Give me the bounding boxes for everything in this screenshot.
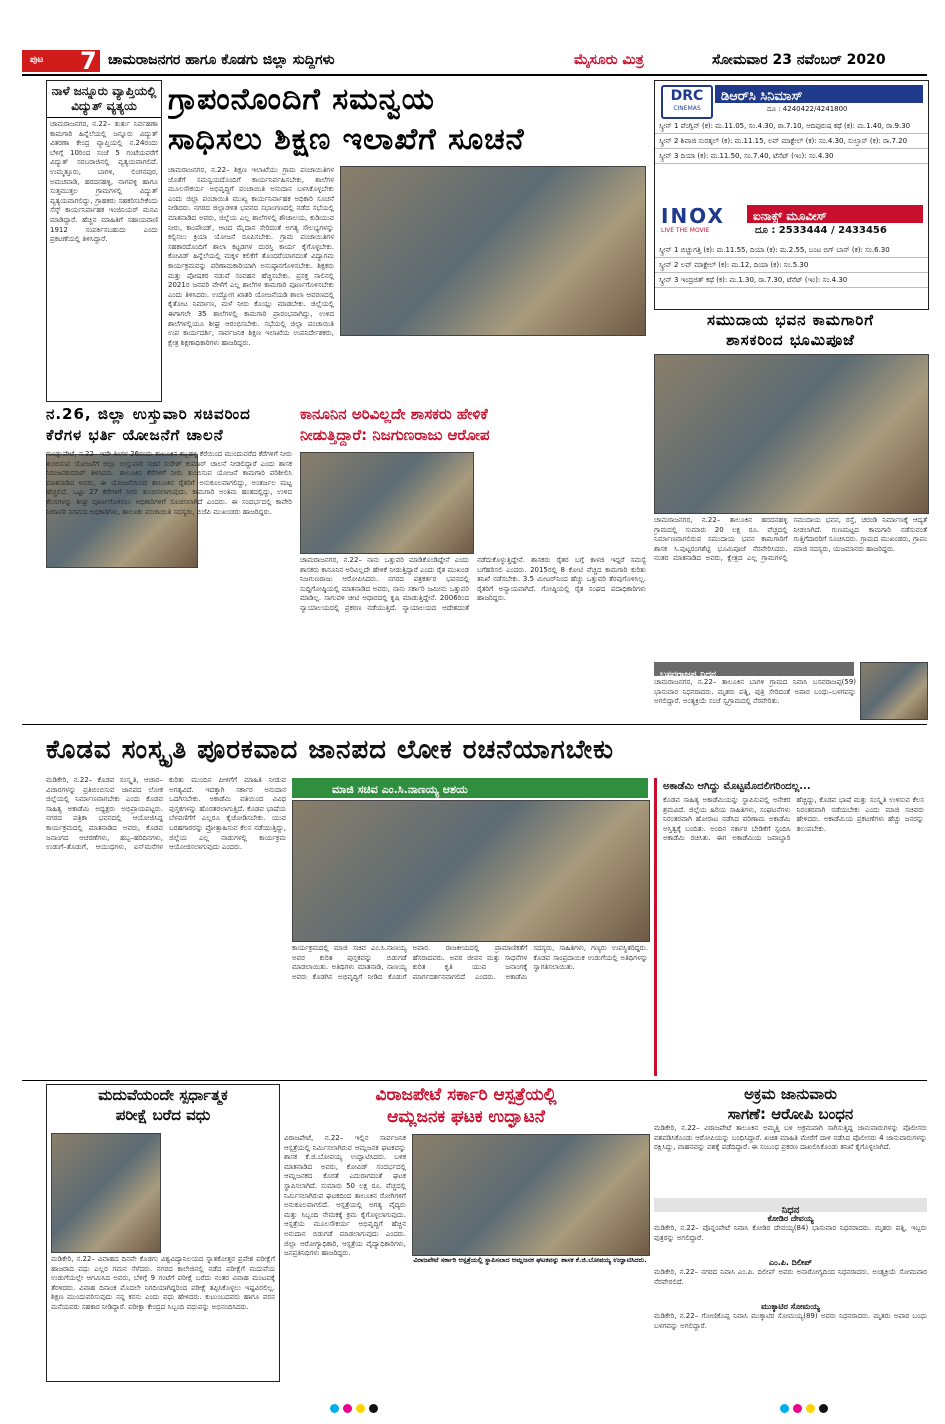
- inox-logo: [661, 205, 741, 239]
- lead-story: [168, 80, 646, 400]
- drc-screen-2: ಸ್ಕ್ರೀನ್ 2 ಶಿವಾಜಿ ಸುರತ್ಕಲ್ (ಕ): ಮ.11.15, ಲವ್ ಮಾಕ್ಟೇಲ್ (ಕ): ಸಂ.4.30, ಸುಲ್ತಾನ್ (ಕ): ರಾ.7.20: [655, 134, 928, 149]
- akademi-box: [654, 778, 930, 1076]
- inox-title: ಐನಾಕ್ಸ್ ಮೂವೀಸ್: [753, 209, 827, 223]
- lead-headline-2: ಸಾಧಿಸಲು ಶಿಕ್ಷಣ ಇಲಾಖೆಗೆ ಸೂಚನೆ: [168, 122, 525, 157]
- kere-headline-2: ಕೆರೆಗಳ ಭರ್ತಿ ಯೋಜನೆಗೆ ಚಾಲನೆ: [46, 426, 224, 444]
- bride-story: [46, 1084, 280, 1382]
- dot-magenta: [343, 1404, 352, 1413]
- inox-logo-text: INOX: [661, 204, 725, 228]
- bhoomi-body: ಚಾಮರಾಜನಗರ, ನ.22– ತಾಲೂಕಿನ ಹರದನಹಳ್ಳಿ ಗ್ರಾಮದಲ್ಲಿ ಸುಮಾರು 20 ಲಕ್ಷ ರೂ. ವೆಚ್ಚದಲ್ಲಿ ನಿರ್ಮಾಣವಾಗಲಿರುವ ಸಮುದಾಯ ಭವನ ಕಾಮಗಾರಿಗೆ ಶಾಸಕ ಸಿ.ಪುಟ್ಟರಂಗಶೆಟ್ಟಿ ಭೂಮಿಪೂಜೆ ನೆರವೇರಿಸಿದರು. ನಂತರ ಮಾತನಾಡಿದ ಅವರು, ಕ್ಷೇತ್ರದ ಎಲ್ಲ ಗ್ರಾಮಗಳಲ್ಲಿ ಸಮುದಾಯ ಭವನ, ರಸ್ತೆ, ಚರಂಡಿ ನಿರ್ಮಾಣಕ್ಕೆ ಆದ್ಯತೆ ನೀಡಲಾಗಿದೆ. ಗುಣಮಟ್ಟದ ಕಾಮಗಾರಿ ನಡೆಸುವಂತೆ ಗುತ್ತಿಗೆದಾರರಿಗೆ ಸೂಚಿಸಿದರು. ಗ್ರಾಮದ ಮುಖಂಡರು, ಗ್ರಾಪಂ ಮಾಜಿ ಸದಸ್ಯರು, ಯಜಮಾನರು ಹಾಜರಿದ್ದರು.: [654, 516, 927, 563]
- kodava-body-left: ಮಡಿಕೇರಿ, ನ.22– ಕೊಡವ ಸಂಸ್ಕೃತಿ, ಆಚಾರ–ವಿಚಾರಗಳನ್ನು ಪ್ರತಿಬಿಂಬಿಸುವ ಜಾನಪದ ಲೋಕ ಜಿಲ್ಲೆಯಲ್ಲಿ ನಿರ್ಮಾಣವಾಗಬೇಕು ಎಂದು ಕೊಡವ ಸಾಹಿತ್ಯ ಅಕಾಡೆಮಿ ಅಧ್ಯಕ್ಷರು ಅಭಿಪ್ರಾಯಪಟ್ಟರು. ನಗರದ ಪತ್ರಿಕಾ ಭವನದಲ್ಲಿ ಆಯೋಜಿಸಿದ್ದ ಕಾರ್ಯಕ್ರಮದಲ್ಲಿ ಮಾತನಾಡಿದ ಅವರು, ಕೊಡವ ಜನಾಂಗದ ಆಚರಣೆಗಳು, ಹಬ್ಬ–ಹರಿದಿನಗಳು, ಉಡುಗೆ–ತೊಡುಗೆ, ಆಯುಧಗಳು, ಐನ್‌ಮನೆಗಳ ಕುರಿತು ಮುಂದಿನ ಪೀಳಿಗೆಗೆ ಮಾಹಿತಿ ನೀಡುವ ಅಗತ್ಯವಿದೆ. ಇದಕ್ಕಾಗಿ ಸರ್ಕಾರ ಅನುದಾನ ಒದಗಿಸಬೇಕು. ಅಕಾಡೆಮಿ ವತಿಯಿಂದ ವಿವಿಧ ಪುಸ್ತಕಗಳನ್ನು ಹೊರತರಲಾಗುತ್ತಿದೆ. ಕೊಡವ ಭಾಷೆಯ ಬೆಳವಣಿಗೆಗೆ ಎಲ್ಲರೂ ಕೈಜೋಡಿಸಬೇಕು. ಯುವ ಬರಹಗಾರರನ್ನು ಪ್ರೋತ್ಸಾಹಿಸುವ ಕೆಲಸ ನಡೆಯುತ್ತಿದ್ದು, ಜಿಲ್ಲೆಯ ಎಲ್ಲ ನಾಡುಗಳಲ್ಲಿ ಕಾರ್ಯಕ್ರಮ ಆಯೋಜಿಸಲಾಗುವುದು ಎಂದರು.: [46, 776, 286, 852]
- inox-screen-2: ಸ್ಕ್ರೀನ್ 2 ಲವ್ ಮಾಕ್ಟೇಲ್ (ಕ): ಮ.12, ದಿಯಾ (ಕ): ಸಂ.5.30: [655, 258, 928, 273]
- akademi-body: ಕೊಡವ ಸಾಹಿತ್ಯ ಅಕಾಡೆಮಿಯನ್ನು ಸ್ಥಾಪಿಸುವಲ್ಲಿ ಅನೇಕರ ಶ್ರಮವಿದೆ. ಜಿಲ್ಲೆಯ ಹಿರಿಯ ಸಾಹಿತಿಗಳು, ಸಂಘಟನೆಗಳು ನಿರಂತರವಾಗಿ ಹೋರಾಟ ನಡೆಸಿದ ಪರಿಣಾಮ ಅಕಾಡೆಮಿ ಅಸ್ತಿತ್ವಕ್ಕೆ ಬಂದಿತು. ಅಂದಿನ ಸರ್ಕಾರ ಬೇಡಿಕೆಗೆ ಸ್ಪಂದಿಸಿ ಅಕಾಡೆಮಿ ರಚಿಸಿತು. ಈಗ ಅಕಾಡೆಮಿಯ ಜವಾಬ್ದಾರಿ ಹೆಚ್ಚಿದ್ದು, ಕೊಡವ ಭಾಷೆ ಮತ್ತು ಸಂಸ್ಕೃತಿ ಉಳಿಸುವ ಕೆಲಸ ನಿರಂತರವಾಗಿ ನಡೆಯಬೇಕು ಎಂದು ಮಾಜಿ ಸಚಿವರು ಹೇಳಿದರು. ಅಕಾಡೆಮಿಯ ಪ್ರಕಟಣೆಗಳು ಹೆಚ್ಚು ಜನರನ್ನು ತಲುಪಬೇಕು.: [663, 796, 924, 843]
- kere-story: [46, 404, 292, 720]
- oxygen-body: ವಿರಾಜಪೇಟೆ, ನ.22– ಇಲ್ಲಿನ ಸಾರ್ವಜನಿಕ ಆಸ್ಪತ್ರೆಯಲ್ಲಿ ನಿರ್ಮಿಸಲಾಗಿರುವ ಆಮ್ಲಜನಕ ಘಟಕವನ್ನು ಶಾಸಕ ಕೆ.ಜಿ.ಬೋಪಯ್ಯ ಉದ್ಘಾಟಿಸಿದರು. ಬಳಿಕ ಮಾತನಾಡಿದ ಅವರು, ಕೋವಿಡ್ ಸಂದರ್ಭದಲ್ಲಿ ಆಮ್ಲಜನಕದ ಕೊರತೆ ಎದುರಾಗದಂತೆ ಘಟಕ ಸ್ಥಾಪಿಸಲಾಗಿದೆ. ಸುಮಾರು 50 ಲಕ್ಷ ರೂ. ವೆಚ್ಚದಲ್ಲಿ ನಿರ್ಮಿಸಲಾಗಿರುವ ಘಟಕದಿಂದ ತಾಲೂಕಿನ ರೋಗಿಗಳಿಗೆ ಅನುಕೂಲವಾಗಲಿದೆ. ಆಸ್ಪತ್ರೆಯಲ್ಲಿ ಅಗತ್ಯ ವೈದ್ಯರು ಮತ್ತು ಸಿಬ್ಬಂದಿ ನೇಮಕಕ್ಕೆ ಕ್ರಮ ಕೈಗೊಳ್ಳಲಾಗುವುದು. ಆಸ್ಪತ್ರೆಯ ಮೂಲಸೌಕರ್ಯ ಅಭಿವೃದ್ಧಿಗೆ ಹೆಚ್ಚಿನ ಅನುದಾನ ಬಿಡುಗಡೆ ಮಾಡಲಾಗುವುದು ಎಂದರು. ಜಿಲ್ಲಾ ಆರೋಗ್ಯಾಧಿಕಾರಿ, ಆಸ್ಪತ್ರೆಯ ವೈದ್ಯಾಧಿಕಾರಿಗಳು, ಜನಪ್ರತಿನಿಧಿಗಳು ಹಾಜರಿದ್ದರು.: [284, 1134, 406, 1258]
- oxygen-caption: ವಿರಾಜಪೇಟೆ ಸರ್ಕಾರಿ ಆಸ್ಪತ್ರೆಯಲ್ಲಿ ಸ್ಥಾಪಿಸಲಾದ ಆಮ್ಲಜನಕ ಘಟಕವನ್ನು ಶಾಸಕ ಕೆ.ಜಿ.ಬೋಪಯ್ಯ ಉದ್ಘಾಟಿಸಿದರು.: [413, 1256, 647, 1264]
- oxygen-headline-1: ವಿರಾಜಪೇಟೆ ಸರ್ಕಾರಿ ಆಸ್ಪತ್ರೆಯಲ್ಲಿ: [375, 1085, 557, 1105]
- dot-black: [369, 1404, 378, 1413]
- drc-screen-1: ಸ್ಕ್ರೀನ್ 1 ಪೆಂಗ್ವಿನ್ (ಕ): ಮ.11.05, ಸಂ.4.30, ರಾ.7.10, ಆದಿಪುರುಷ ಕಥೆ (ಕ): ಮ.1.40, ರಾ.9.30: [655, 119, 928, 134]
- inox-phone: ದೂ : 2533444 / 2433456: [755, 225, 887, 236]
- dot-cyan: [330, 1404, 339, 1413]
- bride-photo: [51, 1133, 161, 1253]
- inox-listing: [655, 243, 928, 288]
- oxygen-story: [284, 1084, 648, 1380]
- lead-body: ಚಾಮರಾಜನಗರ, ನ.22– ಶಿಕ್ಷಣ ಇಲಾಖೆಯು ಗ್ರಾಮ ಪಂಚಾಯಿತಿಗಳ ಜೊತೆಗೆ ಸಮನ್ವಯದೊಂದಿಗೆ ಕಾರ್ಯನಿರ್ವಹಿಸಬೇಕು, ಶಾಲೆಗಳ ಮೂಲಸೌಕರ್ಯ ಅಭಿವೃದ್ಧಿಗೆ ಪಂಚಾಯಿತಿ ಅನುದಾನ ಬಳಸಿಕೊಳ್ಳಬೇಕು ಎಂದು ಜಿಲ್ಲಾ ಪಂಚಾಯಿತಿ ಮುಖ್ಯ ಕಾರ್ಯನಿರ್ವಾಹಕ ಅಧಿಕಾರಿ ಸೂಚನೆ ನೀಡಿದರು. ನಗರದ ಜಿಲ್ಲಾಡಳಿತ ಭವನದ ಸಭಾಂಗಣದಲ್ಲಿ ನಡೆದ ಸಭೆಯಲ್ಲಿ ಮಾತನಾಡಿದ ಅವರು, ಜಿಲ್ಲೆಯ ಎಲ್ಲ ಶಾಲೆಗಳಲ್ಲಿ ಶೌಚಾಲಯ, ಕುಡಿಯುವ ನೀರು, ಕಾಂಪೌಂಡ್, ಆಟದ ಮೈದಾನ ಸೇರಿದಂತೆ ಅಗತ್ಯ ಸೌಲಭ್ಯಗಳನ್ನು ಕಲ್ಪಿಸಲು ಕ್ರಿಯಾ ಯೋಜನೆ ರೂಪಿಸಬೇಕು. ಗ್ರಾಮ ಪಂಚಾಯಿತಿಗಳ ಸಹಕಾರದೊಂದಿಗೆ ಶಾಲಾ ಕಟ್ಟಡಗಳ ದುರಸ್ತಿ ಕಾರ್ಯ ಕೈಗೊಳ್ಳಬೇಕು. ಕೋವಿಡ್ ಹಿನ್ನೆಲೆಯಲ್ಲಿ ಮಕ್ಕಳ ಕಲಿಕೆಗೆ ತೊಂದರೆಯಾಗದಂತೆ ವಿದ್ಯಾಗಮ ಕಾರ್ಯಕ್ರಮವನ್ನು ಪರಿಣಾಮಕಾರಿಯಾಗಿ ಅನುಷ್ಠಾನಗೊಳಿಸಬೇಕು. ಶಿಕ್ಷಕರು ಮತ್ತು ಪೋಷಕರ ನಡುವೆ ಸಂವಹನ ಹೆಚ್ಚಿಸಬೇಕು. ಪ್ರಸಕ್ತ ಸಾಲಿನಲ್ಲಿ 2021ರ ಜನವರಿ ವೇಳೆಗೆ ಎಲ್ಲ ಶಾಲೆಗಳ ಕಾಮಗಾರಿ ಪೂರ್ಣಗೊಳಿಸಬೇಕು ಎಂದು ತಿಳಿಸಿದರು. ಉದ್ಯೋಗ ಖಾತರಿ ಯೋಜನೆಯಡಿ ಶಾಲಾ ಆವರಣದಲ್ಲಿ ಕೈತೋಟ ನಿರ್ಮಾಣ, ಮಳೆ ನೀರು ಕೊಯ್ಲು ಮಾಡಬೇಕು. ಜಿಲ್ಲೆಯಲ್ಲಿ ಈಗಾಗಲೇ 35 ಶಾಲೆಗಳಲ್ಲಿ ಕಾಮಗಾರಿ ಪ್ರಾರಂಭವಾಗಿದ್ದು, ಉಳಿದ ಶಾಲೆಗಳಲ್ಲಿಯೂ ಶೀಘ್ರ ಆರಂಭಿಸಬೇಕು. ಸಭೆಯಲ್ಲಿ ಜಿಲ್ಲಾ ಪಂಚಾಯಿತಿ ಉಪ ಕಾರ್ಯದರ್ಶಿ, ಸಾರ್ವಜನಿಕ ಶಿಕ್ಷಣ ಇಲಾಖೆಯ ಉಪನಿರ್ದೇಶಕರು, ಕ್ಷೇತ್ರ ಶಿಕ್ಷಣಾಧಿಕಾರಿಗಳು ಹಾಜರಿದ್ದರು.: [168, 166, 334, 347]
- lead-body-cont: [340, 338, 644, 400]
- deaths-box: [654, 1198, 927, 1380]
- kodava-headline: ಕೊಡವ ಸಂಸ್ಕೃತಿ ಪೂರಕವಾದ ಜಾನಪದ ಲೋಕ ರಚನೆಯಾಗಬೇಕು: [46, 735, 615, 765]
- oxygen-headline-2: ಆಮ್ಲಜನಕ ಘಟಕ ಉದ್ಘಾಟನೆ: [387, 1107, 545, 1127]
- nijaguna-body: ಚಾಮರಾಜನಗರ, ನ.22– ನಾನು ಒತ್ತುವರಿ ಮಾಡಿಕೊಂಡಿದ್ದೇನೆ ಎಂದು ಶಾಸಕರು ಕಾನೂನಿನ ಅರಿವಿಲ್ಲದೇ ಹೇಳಿಕೆ ನೀಡುತ್ತಿದ್ದಾರೆ ಎಂದು ರೈತ ಮುಖಂಡ ನಿಜಗುಣರಾಜು ಆರೋಪಿಸಿದರು. ನಗರದ ಪತ್ರಕರ್ತರ ಭವನದಲ್ಲಿ ಸುದ್ದಿಗೋಷ್ಠಿಯಲ್ಲಿ ಮಾತನಾಡಿದ ಅವರು, ನಾನು ಸರ್ಕಾರಿ ಜಮೀನು ಒತ್ತುವರಿ ಮಾಡಿಲ್ಲ. ಸಾಗುವಳಿ ಚೀಟಿ ಆಧಾರದಲ್ಲಿ ಕೃಷಿ ಮಾಡುತ್ತಿದ್ದೇನೆ. 2006ರಿಂದ ನ್ಯಾಯಾಲಯದಲ್ಲಿ ಪ್ರಕರಣ ನಡೆಯುತ್ತಿದೆ. ನ್ಯಾಯಾಲಯದ ಆದೇಶದಂತೆ ನಡೆದುಕೊಳ್ಳುತ್ತಿದ್ದೇನೆ. ಶಾಸಕರು ರೈತರ ಬಗ್ಗೆ ಕಾಳಜಿ ಇದ್ದರೆ ಸಮಸ್ಯೆ ಬಗೆಹರಿಸಲಿ ಎಂದರು. 2015ರಲ್ಲಿ 8 ಕೋಟಿ ವೆಚ್ಚದ ಕಾಮಗಾರಿ ಕುರಿತು ತನಿಖೆ ನಡೆಸಬೇಕು. 3.5 ಮೀಟರ್‌ನಿಂದ ಹೆಚ್ಚು ಒತ್ತುವರಿ ತೆರವುಗೊಳಿಸಿಲ್ಲ. ರೈತರಿಗೆ ಅನ್ಯಾಯವಾಗಿದೆ. ಗೋಷ್ಠಿಯಲ್ಲಿ ರೈತ ಸಂಘದ ಪದಾಧಿಕಾರಿಗಳು ಹಾಜರಿದ್ದರು.: [300, 556, 646, 612]
- bride-title-1: ಮದುವೆಯಂದೇ ಸ್ಪರ್ಧಾತ್ಮಕ: [98, 1086, 228, 1104]
- death-name-1: ಕೋಡಿರ ದೇವಯ್ಯ: [767, 1214, 814, 1223]
- death-body-3: ಮಡಿಕೇರಿ, ನ.22– ಗೋಣಿಕೊಪ್ಪ ನಿವಾಸಿ ಮುಕ್ಕಾಟಿರ ಸೋಮಯ್ಯ(89) ಅವರು ನಿಧನರಾದರು. ಮೃತರು ಅಪಾರ ಬಂಧು ಬಳಗವನ್ನು ಅಗಲಿದ್ದಾರೆ.: [654, 1312, 927, 1330]
- nijaguna-headline-1: ಕಾನೂನಿನ ಅರಿವಿಲ್ಲದೇ ಶಾಸಕರು ಹೇಳಿಕೆ: [300, 405, 488, 423]
- power-notice: [46, 80, 162, 402]
- death-item-3: [654, 1302, 927, 1342]
- kodava-body-mid: ಕಾರ್ಯಕ್ರಮದಲ್ಲಿ ಮಾಜಿ ಸಚಿವ ಎಂ.ಸಿ.ನಾಣಯ್ಯ ಅವರ ಕುರಿತ ಪುಸ್ತಕವನ್ನು ಬಿಡುಗಡೆ ಮಾಡಲಾಯಿತು. ಅತಿಥಿಗಳು ಮಾತನಾಡಿ, ನಾಣಯ್ಯ ಅವರು ಕೊಡಗಿನ ಅಭಿವೃದ್ಧಿಗೆ ನೀಡಿದ ಕೊಡುಗೆ ಅಪಾರ. ರಾಜಕೀಯದಲ್ಲಿ ಪ್ರಾಮಾಣಿಕತೆಗೆ ಹೆಸರಾದವರು. ಅವರ ಜೀವನ ಮತ್ತು ಸಾಧನೆಗಳ ಕುರಿತ ಕೃತಿ ಯುವ ಜನಾಂಗಕ್ಕೆ ಮಾರ್ಗದರ್ಶನವಾಗಲಿದೆ ಎಂದರು. ಅಕಾಡೆಮಿ ಸದಸ್ಯರು, ಸಾಹಿತಿಗಳು, ಗಣ್ಯರು ಉಪಸ್ಥಿತರಿದ್ದರು. ಕೊಡವ ಸಾಂಪ್ರದಾಯಿಕ ಉಡುಗೆಯಲ್ಲಿ ಅತಿಥಿಗಳನ್ನು ಸ್ವಾಗತಿಸಲಾಯಿತು.: [292, 944, 648, 981]
- death-item-1: [654, 1214, 927, 1254]
- dot-cyan-2: [780, 1404, 789, 1413]
- page-number: 7: [80, 47, 97, 75]
- death-item-2: [654, 1258, 927, 1298]
- kodava-photo: [292, 800, 650, 942]
- inox-screen-1: ಸ್ಕ್ರೀನ್ 1 ಬಿಚ್ಚುಗತ್ತಿ (ಕ): ಮ.11.55, ದಿಯಾ (ಕ): ಮ.2.55, ಬಂಟ ಬಿಗ್ ಬಾಸ್ (ಕ): ಸಂ.6.30: [655, 243, 928, 258]
- death-name-3: ಮುಕ್ಕಾಟಿರ ಸೋಮಯ್ಯ: [761, 1302, 820, 1311]
- bhoomi-photo: [654, 354, 929, 514]
- nijaguna-headline-2: ನೀಡುತ್ತಿದ್ದಾರೆ: ನಿಜಗುಣರಾಜು ಆರೋಪ: [300, 426, 490, 444]
- cattle-story: [654, 1084, 927, 1194]
- drc-title: ಡಿಆರ್‌ಸಿ ಸಿನಿಮಾಸ್: [721, 89, 803, 104]
- lead-photo: [340, 166, 646, 336]
- oxygen-photo: [412, 1134, 650, 1256]
- inox-logo-sub: LIVE THE MOVIE: [661, 227, 710, 234]
- dot-magenta-2: [793, 1404, 802, 1413]
- death-body-1: ಮಡಿಕೇರಿ, ನ.22– ಪೊನ್ನಂಪೇಟೆ ನಿವಾಸಿ ಕೋಡಿರ ದೇವಯ್ಯ(84) ಭಾನುವಾರ ನಿಧನರಾದರು. ಮೃತರು ಪತ್ನಿ, ಇಬ್ಬರು ಪುತ್ರರನ್ನು ಅಗಲಿದ್ದಾರೆ.: [654, 1224, 927, 1242]
- obit-basava-body: ಚಾಮರಾಜನಗರ, ನ.22– ತಾಲೂಕಿನ ಬಾಗಳಿ ಗ್ರಾಮದ ನಿವಾಸಿ ಬಸವರಾಜಪ್ಪ(59) ಭಾನುವಾರ ನಿಧನರಾದರು. ಮೃತರು ಪತ್ನಿ, ಪುತ್ರಿ ಸೇರಿದಂತೆ ಅಪಾರ ಬಂಧು–ಬಳಗವನ್ನು ಅಗಲಿದ್ದಾರೆ. ಅಂತ್ಯಕ್ರಿಯೆ ಸಂಜೆ ಸ್ವಗ್ರಾಮದಲ್ಲಿ ನೆರವೇರಿತು.: [654, 678, 856, 706]
- bhoomi-headline-1: ಸಮುದಾಯ ಭವನ ಕಾಮಗಾರಿಗೆ: [706, 311, 875, 329]
- power-notice-title: ನಾಳೆ ಜನ್ನೂರು ವ್ಯಾಪ್ತಿಯಲ್ಲಿ ವಿದ್ಯುತ್ ವ್ಯತ್ಯಯ: [47, 81, 161, 118]
- cinema-ads: [654, 80, 929, 310]
- drc-logo: [661, 85, 713, 119]
- footer-dots-right: [780, 1398, 832, 1417]
- drc-logo-text: DRC: [670, 88, 704, 104]
- paper-name: ಮೈಸೂರು ಮಿತ್ರ: [574, 52, 644, 68]
- nijaguna-photo: [300, 452, 474, 554]
- kodava-panel-title: ಮಾಜಿ ಸಚಿವ ಎಂ.ಸಿ.ನಾಣಯ್ಯ ಆಶಯ: [332, 783, 468, 796]
- footer-dots-left: [330, 1398, 382, 1417]
- cattle-headline-2: ಸಾಗಣೆ: ಆರೋಪಿ ಬಂಧನ: [727, 1105, 854, 1123]
- cattle-body: ಮಡಿಕೇರಿ, ನ.22– ವಿರಾಜಪೇಟೆ ತಾಲೂಕಿನ ಅಮ್ಮತ್ತಿ ಬಳಿ ಅಕ್ರಮವಾಗಿ ಸಾಗಿಸುತ್ತಿದ್ದ ಜಾನುವಾರುಗಳನ್ನು ಪೊಲೀಸರು ವಶಪಡಿಸಿಕೊಂಡು ಆರೋಪಿಯನ್ನು ಬಂಧಿಸಿದ್ದಾರೆ. ಖಚಿತ ಮಾಹಿತಿ ಮೇರೆಗೆ ದಾಳಿ ನಡೆಸಿದ ಪೊಲೀಸರು 4 ಜಾನುವಾರುಗಳನ್ನು ರಕ್ಷಿಸಿದ್ದು, ವಾಹನವನ್ನು ವಶಕ್ಕೆ ಪಡೆದಿದ್ದಾರೆ. ಈ ಸಂಬಂಧ ಪ್ರಕರಣ ದಾಖಲಿಸಿಕೊಂಡು ತನಿಖೆ ಕೈಗೊಳ್ಳಲಾಗಿದೆ.: [654, 1124, 927, 1152]
- page-prefix: ಪುಟ: [30, 55, 44, 65]
- section-divider: [22, 724, 927, 725]
- nijaguna-story: [300, 404, 646, 720]
- lead-headline-1: ಗ್ರಾಪಂನೊಂದಿಗೆ ಸಮನ್ವಯ: [168, 82, 435, 117]
- drc-logo-sub: CINEMAS: [673, 105, 701, 112]
- bhoomi-headline-2: ಶಾಸಕರಿಂದ ಭೂಮಿಪೂಜೆ: [726, 331, 855, 349]
- deaths-title-bar: [654, 1198, 927, 1216]
- dot-black-2: [819, 1404, 828, 1413]
- cattle-headline-1: ಅಕ್ರಮ ಜಾನುವಾರು: [744, 1085, 837, 1103]
- bride-title-2: ಪರೀಕ್ಷೆ ಬರೆದ ವಧು: [115, 1106, 211, 1124]
- drc-phone: ದೂ : 4240422/4241800: [767, 105, 848, 113]
- obit-basava-title: ಬಸವರಾಜಪ್ಪ ನಿಧನ: [660, 670, 717, 680]
- drc-listing: [655, 119, 928, 164]
- section-divider-2: [22, 1080, 927, 1081]
- akademi-heading: ಅಕಾಡೆಮಿ ಆಗಿದ್ದು ಮೊಟ್ಟಮೊದಲಿಗರಿಂದಲ್ಲ...: [663, 781, 811, 792]
- inox-title-bar: [747, 205, 923, 223]
- deaths-title: ನಿಧನ: [781, 1205, 800, 1216]
- bride-body: ಮಡಿಕೇರಿ, ನ.22– ವಿವಾಹದ ದಿನವೇ ಕೊಡಗು ವಿಶ್ವವಿದ್ಯಾನಿಲಯದ ಸ್ನಾತಕೋತ್ತರ ಪ್ರವೇಶ ಪರೀಕ್ಷೆಗೆ ಹಾಜರಾದ ವಧು ಎಲ್ಲರ ಗಮನ ಸೆಳೆದರು. ನಗರದ ಕಾಲೇಜಿನಲ್ಲಿ ನಡೆದ ಪರೀಕ್ಷೆಗೆ ಮದುವೆಯ ಉಡುಗೆಯಲ್ಲೇ ಆಗಮಿಸಿದ ಅವರು, ಬೆಳಿಗ್ಗೆ 9 ಗಂಟೆಗೆ ಪರೀಕ್ಷೆ ಬರೆದು ನಂತರ ವಿವಾಹ ಮಂಟಪಕ್ಕೆ ತೆರಳಿದರು. ವಿವಾಹ ದಿನಾಂಕ ಮೊದಲೇ ನಿಗದಿಯಾಗಿದ್ದರಿಂದ ಪರೀಕ್ಷೆ ತಪ್ಪಿಸಿಕೊಳ್ಳಲು ಇಷ್ಟವಿರಲಿಲ್ಲ. ಶಿಕ್ಷಣ ಮುಂದುವರಿಸುವುದು ನನ್ನ ಕನಸು ಎಂದು ವಧು ಹೇಳಿದರು. ಕುಟುಂಬದವರು ಹಾಗೂ ವರನ ಮನೆಯವರು ಸಹಕಾರ ನೀಡಿದ್ದಾರೆ. ಪರೀಕ್ಷಾ ಕೇಂದ್ರದ ಸಿಬ್ಬಂದಿ ವಧುವನ್ನು ಅಭಿನಂದಿಸಿದರು.: [51, 1255, 275, 1311]
- section-title: ಚಾಮರಾಜನಗರ ಹಾಗೂ ಕೊಡಗು ಜಿಲ್ಲಾ ಸುದ್ದಿಗಳು: [108, 52, 335, 68]
- issue-date: ಸೋಮವಾರ 23 ನವೆಂಬರ್ 2020: [712, 52, 886, 68]
- kodava-panel: [292, 778, 648, 798]
- death-body-2: ಮಡಿಕೇರಿ, ನ.22– ನಗರದ ನಿವಾಸಿ ಎಂ.ಪಿ. ದಿಲೀಪ್ ಅವರು ಅನಾರೋಗ್ಯದಿಂದ ನಿಧನರಾದರು. ಅಂತ್ಯಕ್ರಿಯೆ ಸೋಮವಾರ ನೆರವೇರಲಿದೆ.: [654, 1268, 927, 1286]
- dot-yellow-2: [806, 1404, 815, 1413]
- dot-yellow: [356, 1404, 365, 1413]
- kere-headline-1: ನ.26, ಜಿಲ್ಲಾ ಉಸ್ತುವಾರಿ ಸಚಿವರಿಂದ: [46, 405, 251, 423]
- drc-title-bar: [715, 85, 923, 103]
- obit-basava-photo: [860, 662, 928, 720]
- kere-body: ಗುಂಡ್ಲುಪೇಟೆ, ನ.22– ಇದೇ ತಿಂಗಳ 26ರಂದು ತಾಲೂಕಿನ ಕಬ್ಬಹಳ್ಳಿ ಕೆರೆಯಿಂದ ಮುಂದುವರೆದ ಕೆರೆಗಳಿಗೆ ನೀರು ತುಂಬಿಸುವ ಯೋಜನೆಗೆ ಜಿಲ್ಲಾ ಉಸ್ತುವಾರಿ ಸಚಿವ ಸುರೇಶ್ ಕುಮಾರ್ ಚಾಲನೆ ನೀಡಲಿದ್ದಾರೆ ಎಂದು ಶಾಸಕ ನಿರಂಜನಕುಮಾರ್ ತಿಳಿಸಿದರು. ತಾಲೂಕಿನ ಕೆರೆಗಳಿಗೆ ನೀರು ತುಂಬಿಸುವ ಯೋಜನೆ ಕಾಮಗಾರಿ ಪರಿಶೀಲಿಸಿ ಮಾತನಾಡಿದ ಅವರು, ಈ ಯೋಜನೆಯಿಂದ ತಾಲೂಕಿನ ರೈತರಿಗೆ ಅನುಕೂಲವಾಗಲಿದ್ದು, ಅಂತರ್ಜಲ ಮಟ್ಟ ಹೆಚ್ಚಲಿದೆ. ಒಟ್ಟು 27 ಕೆರೆಗಳಿಗೆ ನೀರು ತುಂಬಿಸಲಾಗುವುದು. ಕಾಮಗಾರಿ ಅಂತಿಮ ಹಂತದಲ್ಲಿದ್ದು, ಉಳಿದ ಕೆಲಸಗಳನ್ನು ಶೀಘ್ರ ಪೂರ್ಣಗೊಳಿಸಲು ಅಧಿಕಾರಿಗಳಿಗೆ ಸೂಚಿಸಲಾಗಿದೆ ಎಂದರು. ಈ ಸಂದರ್ಭದಲ್ಲಿ ಕಾವೇರಿ ನೀರಾವರಿ ನಿಗಮದ ಅಧಿಕಾರಿಗಳು, ತಾಲೂಕು ಪಂಚಾಯಿತಿ ಸದಸ್ಯರು, ಬಿಜೆಪಿ ಮುಖಂಡರು ಹಾಜರಿದ್ದರು.: [46, 450, 292, 516]
- inox-screen-3: ಸ್ಕ್ರೀನ್ 3 ಇಂದ್ರಜಿತ್ ಕಥೆ (ಕ): ಮ.1.30, ರಾ.7.30, ಟೆನೆಟ್ (ಇಂ): ಸಂ.4.30: [655, 273, 928, 288]
- obit-basava-title-bar: [654, 662, 854, 680]
- bhoomi-story: [654, 310, 927, 718]
- drc-screen-3: ಸ್ಕ್ರೀನ್ 3 ದಿಯಾ (ಕ): ಮ.11.50, ಸಂ.7.40, ಟೆನೆಟ್ (ಇಂ): ಸಂ.4.30: [655, 149, 928, 164]
- death-name-2: ಎಂ.ಪಿ. ದಿಲೀಪ್: [769, 1258, 812, 1267]
- power-notice-body: ಚಾಮರಾಜನಗರ, ನ.22– ತುರ್ತು ನಿರ್ವಹಣಾ ಕಾಮಗಾರಿ ಹಿನ್ನೆಲೆಯಲ್ಲಿ ಜನ್ನೂರು ವಿದ್ಯುತ್ ವಿತರಣಾ ಕೇಂದ್ರ ವ್ಯಾಪ್ತಿಯಲ್ಲಿ ನ.24ರಂದು ಬೆಳಿಗ್ಗೆ 10ರಿಂದ ಸಂಜೆ 5 ಗಂಟೆಯವರೆಗೆ ವಿದ್ಯುತ್ ಸರಬರಾಜಿನಲ್ಲಿ ವ್ಯತ್ಯಯವಾಗಲಿದೆ. ಉಮ್ಮತ್ತೂರು, ಬಾಗಳಿ, ಲಿಂಗನಪುರ, ಅಮಚವಾಡಿ, ಹರದನಹಳ್ಳಿ, ನಾಗವಳ್ಳಿ ಹಾಗೂ ಸುತ್ತಮುತ್ತಲ ಗ್ರಾಮಗಳಲ್ಲಿ ವಿದ್ಯುತ್ ವ್ಯತ್ಯಯವಾಗಲಿದ್ದು, ಗ್ರಾಹಕರು ಸಹಕರಿಸಬೇಕೆಂದು ಸೆಸ್ಕ್ ಕಾರ್ಯನಿರ್ವಾಹಕ ಇಂಜಿನಿಯರ್ ಮನವಿ ಮಾಡಿದ್ದಾರೆ. ಹೆಚ್ಚಿನ ಮಾಹಿತಿಗೆ ಸಹಾಯವಾಣಿ 1912 ಸಂಪರ್ಕಿಸಬಹುದು ಎಂದು ಪ್ರಕಟಣೆಯಲ್ಲಿ ತಿಳಿಸಿದ್ದಾರೆ.: [50, 120, 158, 244]
- masthead: [22, 48, 927, 76]
